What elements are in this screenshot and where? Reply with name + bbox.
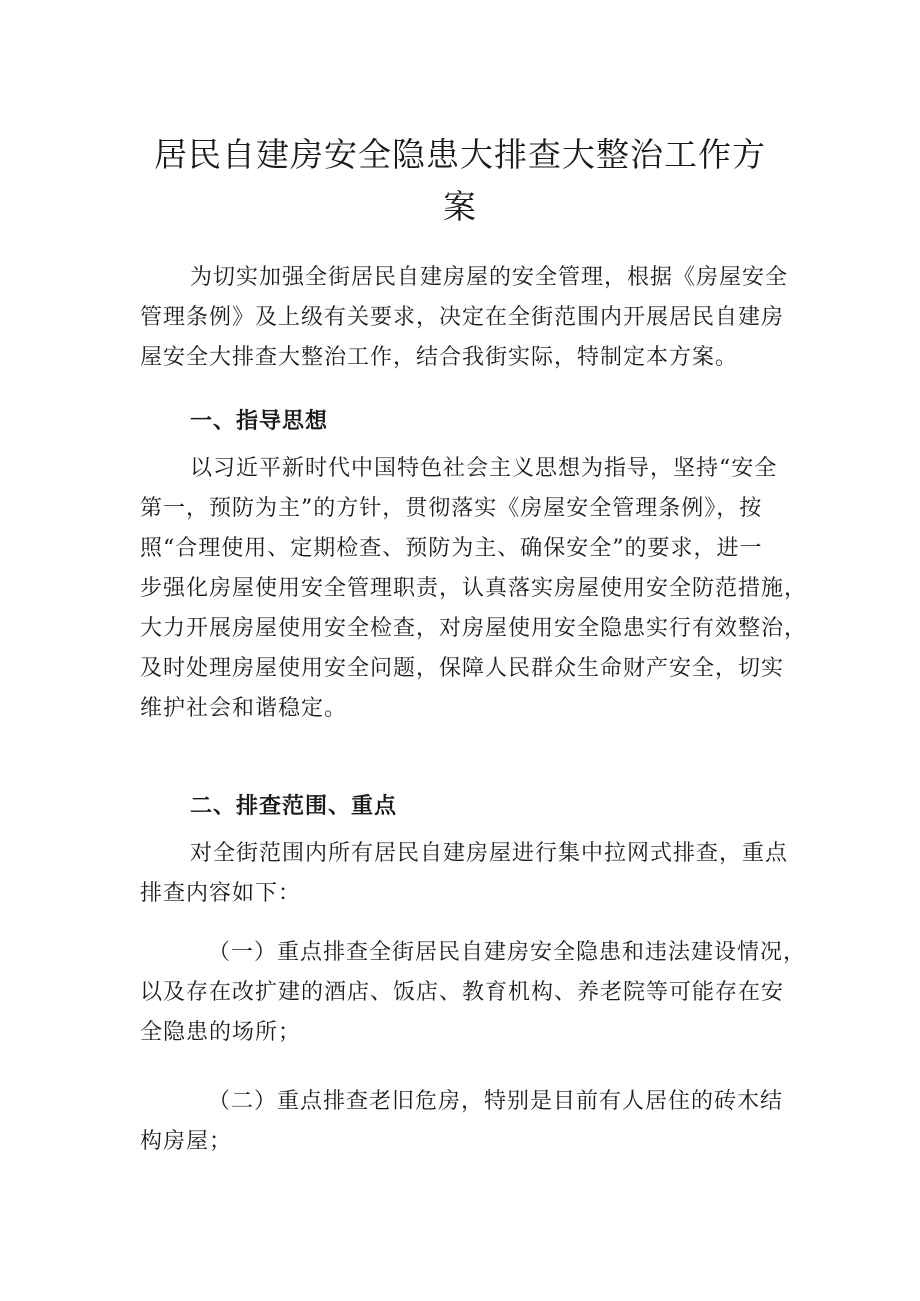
text-line: 大力开展房屋使用安全检查，对房屋使用安全隐患实行有效整治， bbox=[140, 616, 808, 641]
text-line: 步强化房屋使用安全管理职责，认真落实房屋使用安全防范措施， bbox=[140, 576, 808, 601]
text-line: （二）重点排查老旧危房，特别是目前有人居住的砖木结 bbox=[208, 1089, 784, 1114]
text-line: 照“合理使用、定期检查、预防为主、确保安全”的要求，进一 bbox=[140, 536, 763, 561]
section-heading-guiding-thought: 一、指导思想 bbox=[190, 409, 329, 434]
text-line: （一）重点排查全街居民自建房安全隐患和违法建设情况， bbox=[208, 940, 807, 965]
text-line: 屋安全大排查大整治工作，结合我街实际，特制定本方案。 bbox=[140, 345, 739, 370]
text-line: 为切实加强全街居民自建房屋的安全管理，根据《房屋安全 bbox=[190, 265, 789, 290]
text-line: 全隐患的场所； bbox=[140, 1020, 302, 1045]
text-line: 以习近平新时代中国特色社会主义思想为指导，坚持“安全 bbox=[190, 456, 778, 481]
text-line: 以及存在改扩建的酒店、饭店、教育机构、养老院等可能存在安 bbox=[140, 980, 785, 1005]
section-heading-scope: 二、排查范围、重点 bbox=[190, 794, 398, 819]
document-title-line-1: 居民自建房安全隐患大排查大整治工作方 bbox=[154, 135, 766, 174]
intro-paragraph bbox=[140, 258, 789, 378]
text-line: 管理条例》及上级有关要求，决定在全街范围内开展居民自建房 bbox=[140, 305, 785, 330]
text-line: 维护社会和谐稳定。 bbox=[140, 696, 348, 721]
text-line: 第一，预防为主”的方针，贯彻落实《房屋安全管理条例》，按 bbox=[140, 496, 763, 521]
scope-intro-paragraph bbox=[140, 834, 789, 914]
text-line: 排查内容如下： bbox=[140, 881, 302, 906]
text-line: 及时处理房屋使用安全问题，保障人民群众生命财产安全，切实 bbox=[140, 656, 785, 681]
text-line: 构房屋； bbox=[140, 1129, 233, 1154]
document-title-line-2: 案 bbox=[443, 187, 477, 226]
guiding-thought-paragraph bbox=[140, 449, 808, 729]
text-line: 对全街范围内所有居民自建房屋进行集中拉网式排查，重点 bbox=[190, 841, 789, 866]
scope-item-1 bbox=[140, 933, 807, 1053]
scope-item-2 bbox=[140, 1082, 785, 1162]
